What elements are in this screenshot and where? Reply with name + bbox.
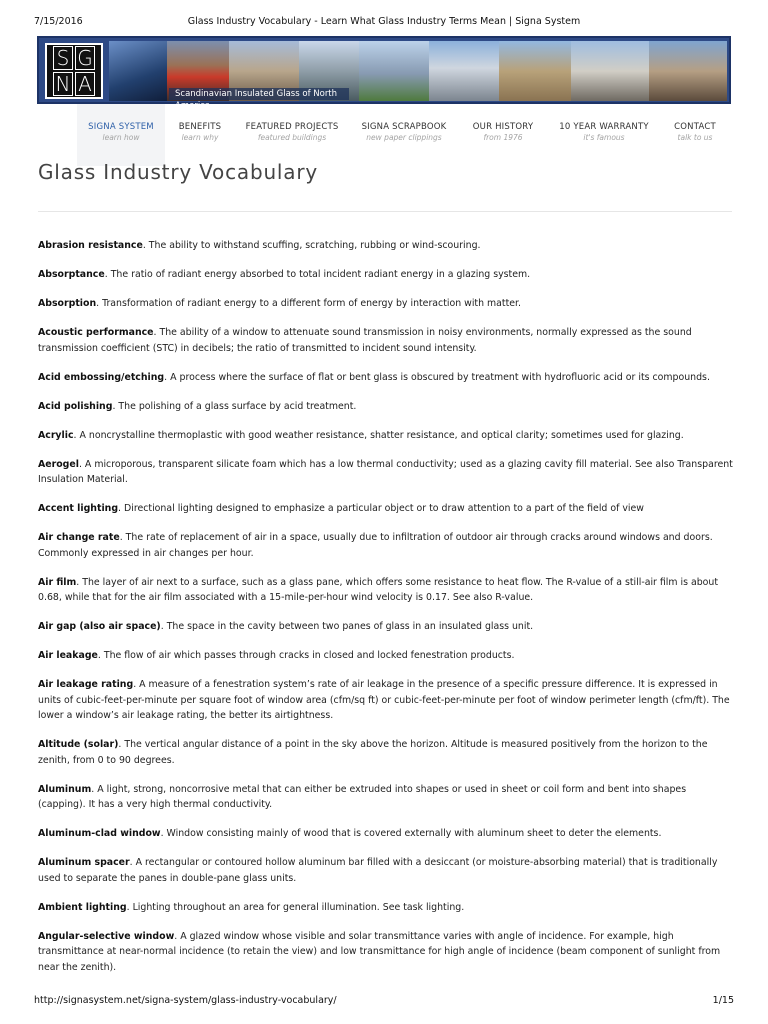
vocabulary-definition: . The space in the cavity between two panes of glass in an insulated glass unit. <box>160 621 534 632</box>
building-photo <box>649 41 727 101</box>
title-divider <box>38 211 732 212</box>
vocabulary-definition: . The ability of a window to attenuate sound transmission in noisy environments, normally expressed as the sound transmission coefficient (STC) in decibels; the ratio of transmitted to incident sound intensity. <box>38 327 692 354</box>
main-navigation <box>77 104 729 166</box>
vocabulary-definition: . The layer of air next to a surface, such as a glass pane, which offers some resistance to heat flow. The R-value of a still-air film is about 0.68, while that for the air film associated with a 15-mile-per-hour wind velocity is 0.17. See also R-value. <box>38 576 719 603</box>
vocabulary-definition: . A rectangular or contoured hollow aluminum bar filled with a desiccant (or moisture-absorbing material) that is traditionally used to separate the panes in double-pane glass units. <box>38 857 718 884</box>
nav-item-10-year-warranty[interactable]: 10 YEAR WARRANTY it's famous <box>559 122 649 142</box>
signa-logo[interactable]: S G N A <box>45 43 103 99</box>
vocabulary-definition: . Lighting throughout an area for general illumination. See task lighting. <box>126 901 465 913</box>
vocabulary-entry <box>38 855 734 886</box>
vocabulary-term: Acoustic performance <box>38 327 154 338</box>
building-photo <box>429 41 499 101</box>
vocabulary-entry <box>38 619 734 635</box>
vocabulary-term: Acid polishing <box>38 400 113 412</box>
nav-item-signa-system[interactable]: SIGNA SYSTEM learn how <box>77 104 165 166</box>
vocabulary-entry <box>38 677 734 724</box>
vocabulary-term: Air gap (also air space) <box>38 621 161 632</box>
page-title: Glass Industry Vocabulary <box>38 160 318 184</box>
vocabulary-definition: . The flow of air which passes through cracks in closed and locked fenestration products. <box>97 650 515 661</box>
vocabulary-definition: . A microporous, transparent silicate foam which has a low thermal conductivity; used as a glazing cavity fill material. See also Transparent Insulation Material. <box>38 458 733 485</box>
vocabulary-term: Ambient lighting <box>38 901 127 913</box>
vocabulary-definition: . The vertical angular distance of a point in the sky above the horizon. Altitude is measured positively from the horizon to the zenith, from 0 to 90 degrees. <box>38 739 708 766</box>
vocabulary-entry <box>38 782 734 813</box>
building-photo <box>499 41 571 101</box>
vocabulary-term: Acid embossing/etching <box>38 371 165 383</box>
vocabulary-entry <box>38 648 734 664</box>
vocabulary-entry <box>38 428 734 444</box>
vocabulary-definition: . Transformation of radiant energy to a different form of energy by interaction with matter. <box>96 298 521 309</box>
vocabulary-entry <box>38 296 734 312</box>
vocabulary-entry <box>38 501 734 517</box>
vocabulary-definition: . The ratio of radiant energy absorbed to total incident radiant energy in a glazing system. <box>104 269 531 280</box>
building-photo <box>359 41 429 101</box>
vocabulary-term: Abrasion resistance <box>38 240 143 251</box>
vocabulary-entry <box>38 737 734 768</box>
vocabulary-term: Accent lighting <box>38 503 119 514</box>
vocabulary-term: Air leakage <box>38 650 98 661</box>
vocabulary-entry <box>38 457 734 488</box>
nav-item-featured-projects[interactable]: FEATURED PROJECTS featured buildings <box>245 122 339 142</box>
nav-item-signa-scrapbook[interactable]: SIGNA SCRAPBOOK new paper clippings <box>361 122 447 142</box>
vocabulary-term: Absorptance <box>38 269 105 280</box>
nav-item-benefits[interactable]: BENEFITS learn why <box>178 122 222 142</box>
vocabulary-entry <box>38 575 734 606</box>
vocabulary-entry <box>38 530 734 561</box>
building-photo <box>571 41 649 101</box>
vocabulary-definition: . The ability to withstand scuffing, scratching, rubbing or wind-scouring. <box>142 240 481 251</box>
vocabulary-entry <box>38 370 734 386</box>
vocabulary-list <box>38 238 734 989</box>
vocabulary-entry <box>38 267 734 283</box>
building-photo <box>109 41 167 101</box>
vocabulary-definition: . A process where the surface of flat or bent glass is obscured by treatment with hydrofluoric acid or its compounds. <box>164 371 710 383</box>
vocabulary-term: Aluminum-clad window <box>38 828 161 839</box>
vocabulary-term: Air change rate <box>38 532 120 543</box>
vocabulary-definition: . A glazed window whose visible and solar transmittance varies with angle of incidence. For example, high transmittance at near-normal incidence (to retain the view) and low transmittance for high angle of incidence (beam component of sunlight from near the zenith). <box>38 930 721 973</box>
vocabulary-definition: . The polishing of a glass surface by acid treatment. <box>112 400 357 412</box>
vocabulary-term: Aluminum <box>38 783 92 795</box>
vocabulary-entry <box>38 238 734 254</box>
banner-caption: Scandinavian Insulated Glass of North America <box>169 88 349 100</box>
vocabulary-definition: . A measure of a fenestration system’s rate of air leakage in the presence of a specific pressure difference. It is expressed in units of cubic-feet-per-minute per square foot of window area (cfm/sq ft) or cubic-feet-per-minute per foot of window perimeter length (cfm/ft). The lower a window’s air leakage rating, the better its airtightness. <box>38 679 730 721</box>
vocabulary-definition: . A noncrystalline thermoplastic with good weather resistance, shatter resistance, and optical clarity; sometimes used for glazing. <box>73 429 684 441</box>
print-footer <box>34 995 734 1009</box>
vocabulary-entry <box>38 900 734 916</box>
header-banner <box>37 36 731 111</box>
vocabulary-definition: . Window consisting mainly of wood that is covered externally with aluminum sheet to deter the elements. <box>160 828 662 839</box>
vocabulary-term: Air leakage rating <box>38 679 134 690</box>
vocabulary-term: Acrylic <box>38 429 74 441</box>
vocabulary-term: Aerogel <box>38 458 79 470</box>
nav-item-contact[interactable]: CONTACT talk to us <box>674 122 716 142</box>
vocabulary-entry <box>38 325 734 356</box>
vocabulary-definition: . Directional lighting designed to emphasize a particular object or to draw attention to a part of the field of view <box>118 503 644 514</box>
vocabulary-term: Altitude (solar) <box>38 739 119 750</box>
vocabulary-entry <box>38 399 734 415</box>
print-url: http://signasystem.net/signa-system/glass-industry-vocabulary/ <box>34 995 337 1006</box>
vocabulary-term: Angular-selective window <box>38 930 175 942</box>
vocabulary-entry <box>38 826 734 842</box>
vocabulary-term: Air film <box>38 576 77 588</box>
print-document-title: Glass Industry Vocabulary - Learn What Glass Industry Terms Mean | Signa System <box>187 16 581 27</box>
print-page-number: 1/15 <box>712 995 734 1006</box>
vocabulary-term: Aluminum spacer <box>38 857 130 868</box>
print-date: 7/15/2016 <box>34 16 83 27</box>
vocabulary-term: Absorption <box>38 298 97 309</box>
vocabulary-definition: . A light, strong, noncorrosive metal that can either be extruded into shapes or used in sheet or coil form and bent into shapes (capping). It has a very high thermal conductivity. <box>38 783 687 810</box>
vocabulary-entry <box>38 929 734 976</box>
print-header <box>34 16 734 30</box>
nav-item-our-history[interactable]: OUR HISTORY from 1976 <box>472 122 534 142</box>
vocabulary-definition: . The rate of replacement of air in a space, usually due to infiltration of outdoor air through cracks around windows and doors. Commonly expressed in air changes per hour. <box>38 532 713 559</box>
